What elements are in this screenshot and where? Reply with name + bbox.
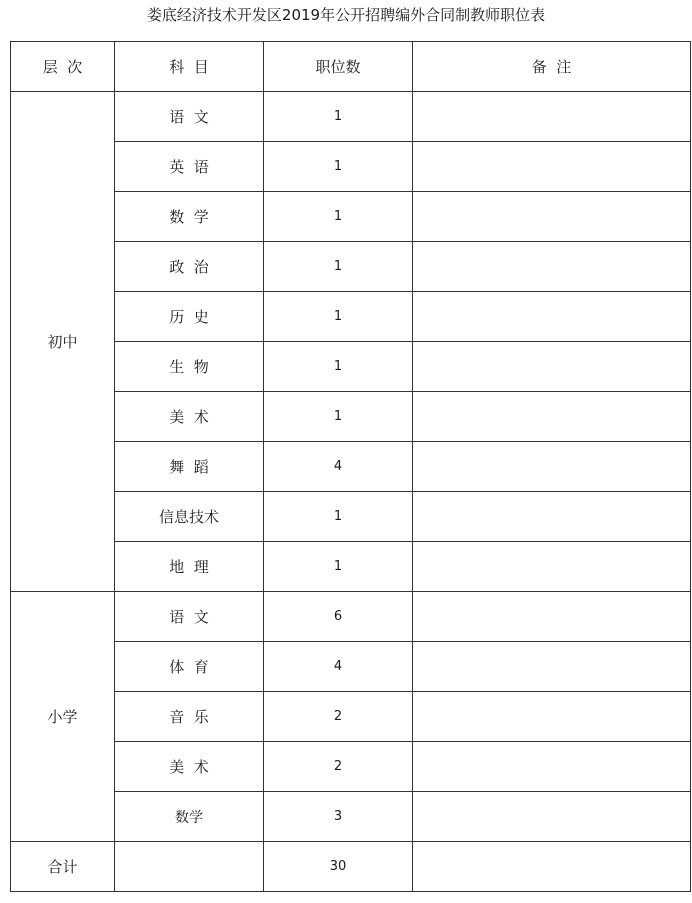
note-cell [413,692,691,742]
count-cell: 3 [264,792,413,842]
note-cell [413,242,691,292]
count-cell: 2 [264,692,413,742]
note-cell [413,292,691,342]
count-cell: 1 [264,542,413,592]
note-cell [413,192,691,242]
note-cell [413,642,691,692]
count-cell: 1 [264,92,413,142]
count-cell: 1 [264,392,413,442]
subject-cell: 英 语 [115,142,264,192]
note-cell [413,492,691,542]
note-cell [413,342,691,392]
header-level: 层 次 [11,42,115,92]
note-cell [413,442,691,492]
subject-cell: 语 文 [115,592,264,642]
subject-cell: 数学 [115,792,264,842]
subject-cell: 数 学 [115,192,264,242]
subject-cell: 生 物 [115,342,264,392]
subject-cell: 美 术 [115,742,264,792]
note-cell [413,142,691,192]
count-cell: 1 [264,492,413,542]
count-cell: 6 [264,592,413,642]
total-label: 合计 [11,842,115,892]
count-cell: 2 [264,742,413,792]
level-cell-primary: 小学 [11,592,115,842]
subject-cell: 历 史 [115,292,264,342]
count-cell: 4 [264,442,413,492]
count-cell: 4 [264,642,413,692]
level-cell-junior: 初中 [11,92,115,592]
count-cell: 1 [264,242,413,292]
subject-cell: 地 理 [115,542,264,592]
table-row [11,592,691,642]
header-row [11,42,691,92]
subject-cell: 美 术 [115,392,264,442]
subject-cell: 体 育 [115,642,264,692]
header-count: 职位数 [264,42,413,92]
count-cell: 1 [264,142,413,192]
header-note: 备 注 [413,42,691,92]
note-cell [413,792,691,842]
note-cell [413,92,691,142]
note-cell [413,392,691,442]
note-cell [413,742,691,792]
subject-cell: 音 乐 [115,692,264,742]
count-cell: 1 [264,292,413,342]
subject-cell: 语 文 [115,92,264,142]
total-count: 30 [264,842,413,892]
total-subject-cell [115,842,264,892]
page-title: 娄底经济技术开发区2019年公开招聘编外合同制教师职位表 [146,6,546,24]
note-cell [413,592,691,642]
subject-cell: 信息技术 [115,492,264,542]
total-note-cell [413,842,691,892]
table-row [11,92,691,142]
subject-cell: 舞 蹈 [115,442,264,492]
count-cell: 1 [264,192,413,242]
note-cell [413,542,691,592]
header-subject: 科 目 [115,42,264,92]
count-cell: 1 [264,342,413,392]
total-row [11,842,691,892]
positions-table [10,41,691,892]
subject-cell: 政 治 [115,242,264,292]
